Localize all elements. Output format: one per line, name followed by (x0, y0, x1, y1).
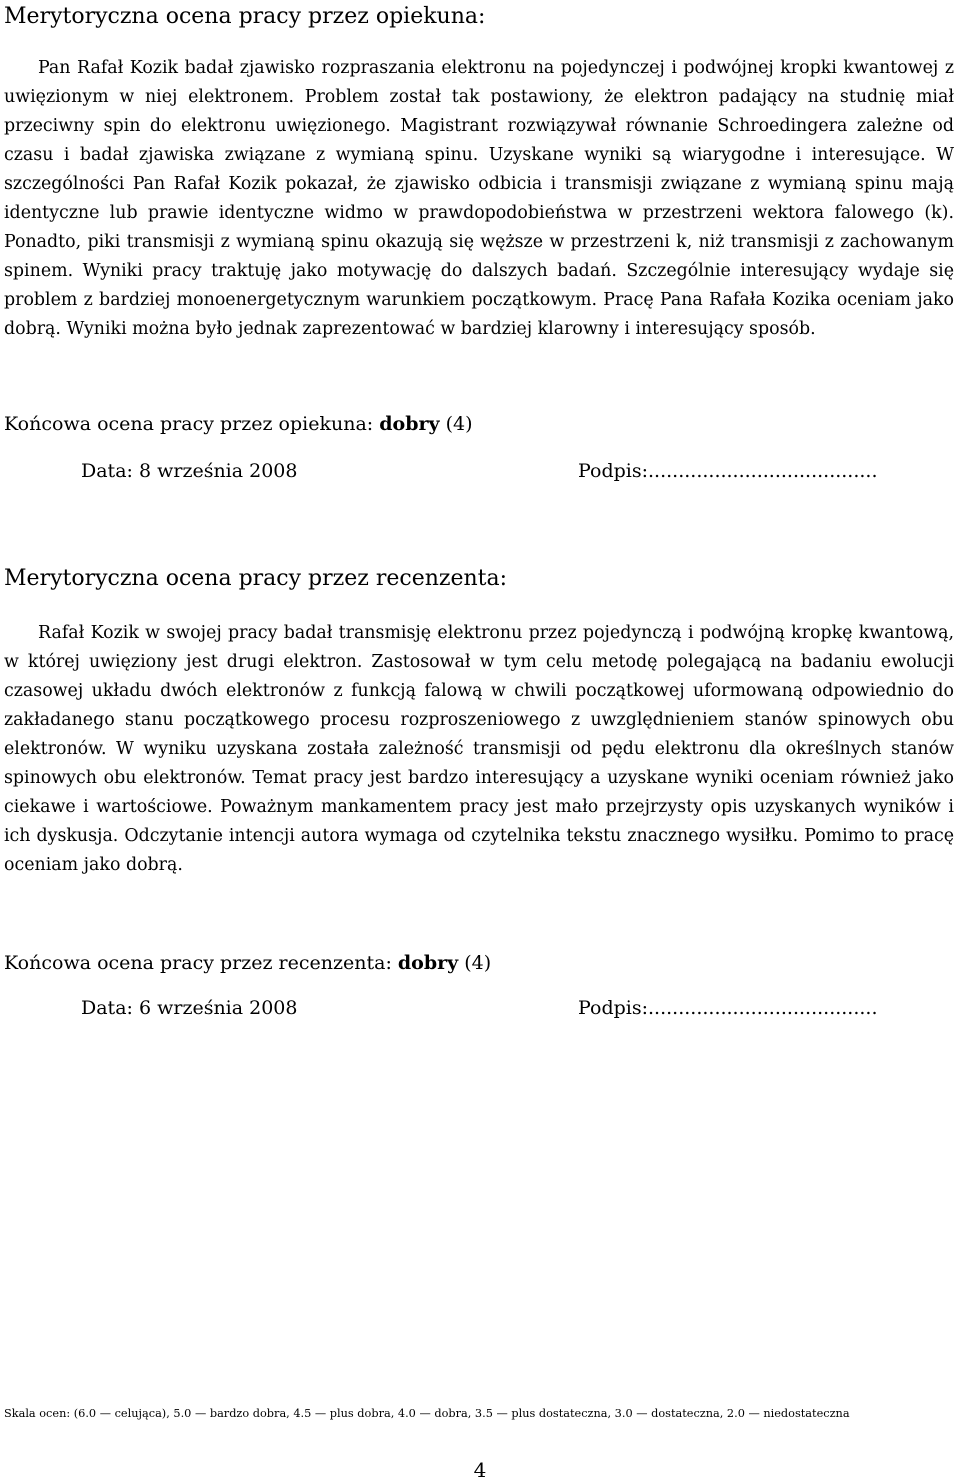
grading-scale-footnote: Skala ocen: (6.0 — celująca), 5.0 — bardzo dobra, 4.5 — plus dobra, 4.0 — dobra, 3.5 — plus dostateczna, 3.0 — dostateczna, 2.0 — niedostateczna (4, 1407, 850, 1420)
page-number: 4 (473, 1458, 487, 1482)
reviewer-heading: Merytoryczna ocena pracy przez recenzenta: (4, 566, 508, 591)
supervisor-review-text: Pan Rafał Kozik badał zjawisko rozpraszania elektronu na pojedynczej i podwójnej kropki kwantowej z uwięzionym w niej elektronem. Problem został tak postawiony, że elektron padający na studnię miał przeciwny spin do elektronu uwięzionego. Magistrant rozwiązywał równanie Schroedingera zależne od czasu i badał zjawiska związane z wymianą spinu. Uzyskane wyniki są wiarygodne i interesujące. W szczególności Pan Rafał Kozik pokazał, że zjawisko odbicia i transmisji związane z wymianą spinu mają identyczne lub prawie identyczne widmo w prawdopodobieństwa w przestrzeni wektora falowego (k). Ponadto, piki transmisji z wymianą spinu okazują się węższe w przestrzeni k, niż transmisji z zachowanym spinem. Wyniki pracy traktuję jako motywację do dalszych badań. Szczególnie interesujący wydaje się problem z bardziej monoenergetycznym warunkiem początkowym. Pracę Pana Rafała Kozika oceniam jako dobrą. Wyniki można było jednak zaprezentować w bardziej klarowny i interesujący sposób. (4, 58, 954, 339)
reviewer-review-text: Rafał Kozik w swojej pracy badał transmisję elektronu przez pojedynczą i podwójną kropkę kwantową, w której uwięziony jest drugi elektron. Zastosował w tym celu metodę polegającą na badaniu ewolucji czasowej układu dwóch elektronów z funkcją falową w chwili początkowej uformowaną odpowiednio do zakładanego stanu początkowego procesu rozproszeniowego z uwzględnieniem stanów spinowych obu elektronów. W wyniku uzyskana została zależność transmisji od pędu elektronu dla określnych stanów spinowych obu elektronów. Temat pracy jest bardzo interesujący a uzyskane wyniki oceniam również jako ciekawe i wartościowe. Poważnym mankamentem pracy jest mało przejrzysty opis uzyskanych wyników i ich dyskusja. Odczytanie intencji autora wymaga od czytelnika tekstu znacznego wysiłku. Pomimo to pracę oceniam jako dobrą. (4, 623, 954, 875)
supervisor-grade (4, 411, 473, 437)
supervisor-grade-number: (4) (445, 413, 473, 435)
reviewer-date: Data: 6 września 2008 (81, 997, 298, 1019)
reviewer-grade-number: (4) (464, 952, 492, 974)
supervisor-heading: Merytoryczna ocena pracy przez opiekuna: (4, 4, 486, 29)
reviewer-grade-value: dobry (397, 952, 459, 974)
supervisor-date: Data: 8 września 2008 (81, 460, 298, 482)
reviewer-grade-label: Końcowa ocena pracy przez recenzenta: (4, 952, 392, 974)
supervisor-signature: Podpis:...................................... (578, 460, 878, 482)
reviewer-signature: Podpis:...................................... (578, 997, 878, 1019)
supervisor-grade-label: Końcowa ocena pracy przez opiekuna: (4, 413, 374, 435)
supervisor-grade-value: dobry (379, 413, 440, 435)
reviewer-grade (4, 950, 491, 976)
